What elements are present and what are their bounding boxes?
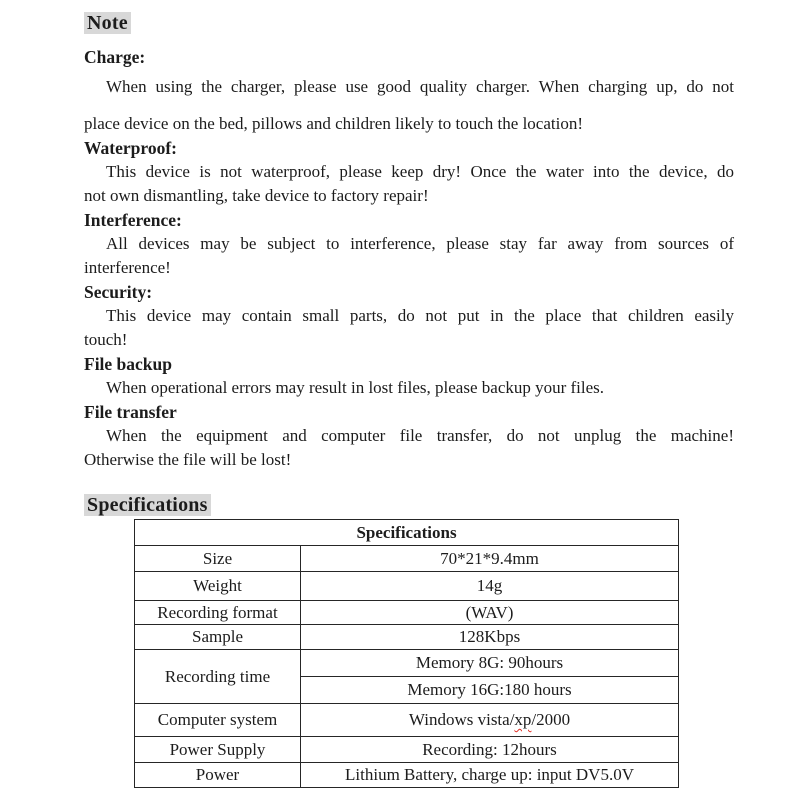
paragraph-line: interference! bbox=[84, 258, 171, 277]
paragraph-line: place device on the bed, pillows and children likely to touch the location! bbox=[84, 114, 583, 133]
paragraph-line: touch! bbox=[84, 330, 128, 349]
paragraph-line: Otherwise the file will be lost! bbox=[84, 450, 292, 469]
spec-value-power-supply: Recording: 12hours bbox=[301, 737, 679, 763]
table-row-recording-format bbox=[135, 601, 679, 625]
note-title bbox=[84, 12, 734, 34]
spec-value-recording-time-8g: Memory 8G: 90hours bbox=[301, 650, 679, 677]
spec-value-sample: 128Kbps bbox=[301, 625, 679, 650]
spec-label-size: Size bbox=[135, 546, 301, 572]
spec-value-size: 70*21*9.4mm bbox=[301, 546, 679, 572]
spec-label-power: Power bbox=[135, 763, 301, 788]
paragraph-line: This device may contain small parts, do not put in the place that children easily bbox=[106, 306, 734, 325]
section-heading-security: Security: bbox=[84, 282, 153, 302]
spec-label-recording-format: Recording format bbox=[135, 601, 301, 625]
spec-value-power: Lithium Battery, charge up: input DV5.0V bbox=[301, 763, 679, 788]
spec-label-weight: Weight bbox=[135, 572, 301, 601]
spec-table-header: Specifications bbox=[135, 520, 679, 546]
spec-label-sample: Sample bbox=[135, 625, 301, 650]
paragraph-line: This device is not waterproof, please keep dry! Once the water into the device, do bbox=[106, 162, 734, 181]
table-row-sample bbox=[135, 625, 679, 650]
section-heading-waterproof: Waterproof: bbox=[84, 138, 177, 158]
spec-value-weight: 14g bbox=[301, 572, 679, 601]
section-interference bbox=[84, 208, 734, 280]
paragraph-line: not own dismantling, take device to factory repair! bbox=[84, 186, 429, 205]
os-text-prefix: Windows vista/ bbox=[408, 710, 515, 729]
specifications-title bbox=[84, 494, 734, 516]
section-heading-charge: Charge: bbox=[84, 47, 146, 67]
table-row-recording-time-1 bbox=[135, 650, 679, 677]
paragraph-line: When using the charger, please use good quality charger. When charging up, do not bbox=[106, 77, 734, 96]
spec-label-computer-system: Computer system bbox=[135, 704, 301, 737]
section-waterproof bbox=[84, 136, 734, 208]
spec-value-computer-system bbox=[301, 704, 679, 737]
spec-label-power-supply: Power Supply bbox=[135, 737, 301, 763]
spec-table-header-row bbox=[135, 520, 679, 546]
spec-value-recording-format: (WAV) bbox=[301, 601, 679, 625]
table-row-size bbox=[135, 546, 679, 572]
table-row-power-supply bbox=[135, 737, 679, 763]
section-charge bbox=[84, 45, 734, 136]
section-file-transfer bbox=[84, 400, 734, 472]
spec-label-recording-time: Recording time bbox=[135, 650, 301, 704]
paragraph-line: All devices may be subject to interference, please stay far away from sources of bbox=[106, 234, 734, 253]
spec-table bbox=[134, 519, 679, 788]
os-text-spellcheck-flagged: xp bbox=[514, 710, 532, 729]
paragraph-line: When operational errors may result in lost files, please backup your files. bbox=[106, 378, 605, 397]
section-heading-file-backup: File backup bbox=[84, 354, 173, 374]
table-row-power bbox=[135, 763, 679, 788]
section-security bbox=[84, 280, 734, 352]
section-heading-file-transfer: File transfer bbox=[84, 402, 177, 422]
table-row-weight bbox=[135, 572, 679, 601]
spec-value-recording-time-16g: Memory 16G:180 hours bbox=[301, 677, 679, 704]
note-title-highlight: Note bbox=[84, 12, 131, 34]
os-text-suffix: /2000 bbox=[531, 710, 571, 729]
specifications-title-highlight: Specifications bbox=[84, 494, 211, 516]
section-heading-interference: Interference: bbox=[84, 210, 182, 230]
paragraph-line: When the equipment and computer file transfer, do not unplug the machine! bbox=[106, 426, 734, 445]
table-row-computer-system bbox=[135, 704, 679, 737]
section-file-backup bbox=[84, 352, 734, 400]
